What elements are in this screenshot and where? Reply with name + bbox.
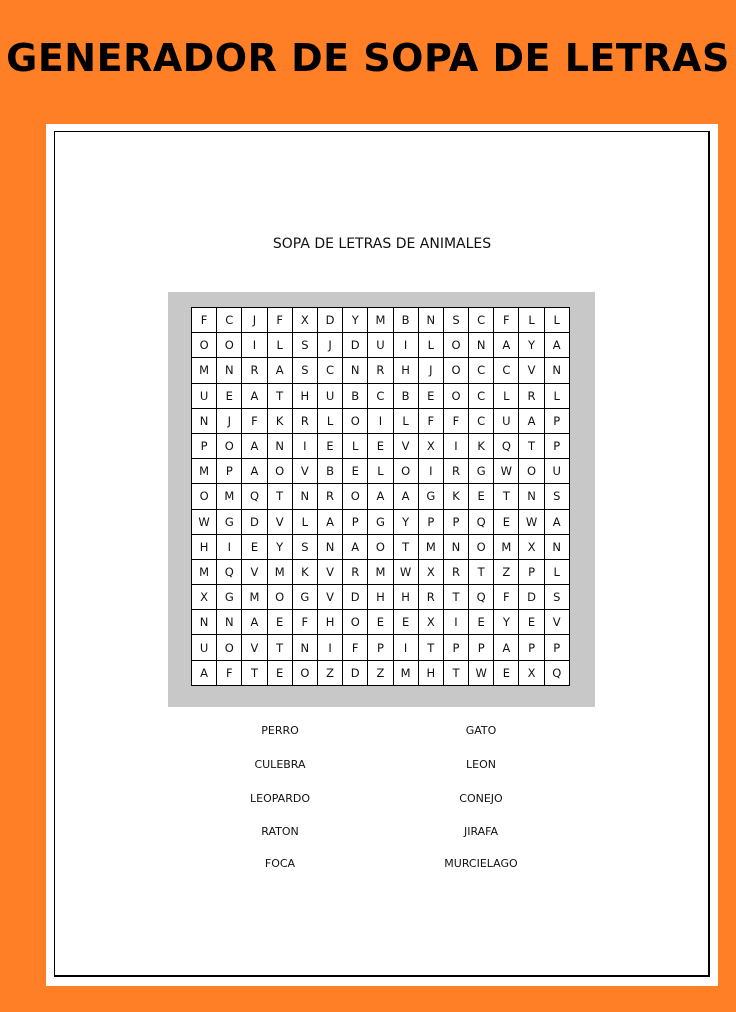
grid-cell[interactable]: X	[419, 610, 444, 635]
grid-cell[interactable]: E	[343, 459, 368, 484]
grid-cell[interactable]: E	[217, 384, 242, 409]
grid-cell[interactable]: O	[268, 459, 293, 484]
grid-cell[interactable]: Q	[469, 510, 494, 535]
grid-cell[interactable]: O	[444, 333, 469, 358]
grid-cell[interactable]: G	[419, 484, 444, 509]
grid-cell[interactable]: K	[444, 484, 469, 509]
grid-cell[interactable]: M	[192, 358, 217, 383]
grid-cell[interactable]: E	[368, 434, 393, 459]
grid-cell[interactable]: F	[494, 308, 519, 333]
word-list-item: LEON	[466, 758, 496, 771]
grid-cell[interactable]: A	[494, 635, 519, 660]
grid-cell[interactable]: V	[242, 635, 267, 660]
grid-cell[interactable]: M	[368, 560, 393, 585]
grid-cell[interactable]: M	[368, 308, 393, 333]
grid-cell[interactable]: A	[519, 409, 544, 434]
grid-cell[interactable]: F	[343, 635, 368, 660]
grid-cell[interactable]: C	[469, 358, 494, 383]
grid-cell[interactable]: R	[343, 560, 368, 585]
grid-cell[interactable]: V	[545, 610, 570, 635]
grid-cell[interactable]: F	[217, 661, 242, 686]
grid-cell[interactable]: Q	[469, 585, 494, 610]
word-list-item: PERRO	[261, 724, 299, 737]
grid-cell[interactable]: C	[469, 384, 494, 409]
grid-cell[interactable]: G	[293, 585, 318, 610]
grid-cell[interactable]: I	[242, 333, 267, 358]
grid-cell[interactable]: X	[419, 560, 444, 585]
grid-cell[interactable]: N	[545, 358, 570, 383]
grid-cell[interactable]: S	[293, 535, 318, 560]
grid-cell[interactable]: W	[192, 510, 217, 535]
grid-cell[interactable]: R	[444, 560, 469, 585]
word-list-item: FOCA	[264, 857, 296, 870]
grid-cell[interactable]: E	[394, 610, 419, 635]
grid-cell[interactable]: D	[343, 333, 368, 358]
grid-cell[interactable]: P	[545, 409, 570, 434]
grid-cell[interactable]: P	[444, 635, 469, 660]
grid-cell[interactable]: A	[242, 610, 267, 635]
grid-cell[interactable]: U	[192, 635, 217, 660]
word-list-item: CULEBRA	[254, 758, 306, 771]
grid-cell[interactable]: L	[343, 434, 368, 459]
grid-cell[interactable]: T	[444, 661, 469, 686]
letter-grid	[191, 307, 570, 686]
grid-cell[interactable]: L	[293, 510, 318, 535]
grid-cell[interactable]: S	[293, 358, 318, 383]
grid-cell[interactable]: O	[368, 535, 393, 560]
grid-cell[interactable]: Q	[494, 434, 519, 459]
grid-cell[interactable]: N	[192, 610, 217, 635]
grid-cell[interactable]: M	[217, 484, 242, 509]
grid-cell[interactable]: A	[368, 484, 393, 509]
grid-cell[interactable]: P	[519, 560, 544, 585]
grid-cell[interactable]: V	[394, 434, 419, 459]
grid-cell[interactable]: Q	[545, 661, 570, 686]
grid-cell[interactable]: L	[545, 308, 570, 333]
grid-cell[interactable]: O	[444, 358, 469, 383]
grid-cell[interactable]: N	[192, 409, 217, 434]
grid-cell[interactable]: E	[318, 434, 343, 459]
grid-cell[interactable]: M	[419, 535, 444, 560]
grid-cell[interactable]: O	[217, 434, 242, 459]
grid-cell[interactable]: R	[519, 384, 544, 409]
grid-cell[interactable]: D	[343, 661, 368, 686]
grid-cell[interactable]: E	[419, 384, 444, 409]
grid-cell[interactable]: J	[217, 409, 242, 434]
grid-cell[interactable]: V	[519, 358, 544, 383]
grid-cell[interactable]: V	[318, 585, 343, 610]
grid-cell[interactable]: E	[469, 484, 494, 509]
grid-cell[interactable]: I	[318, 635, 343, 660]
grid-cell[interactable]: X	[519, 535, 544, 560]
grid-cell[interactable]: A	[545, 510, 570, 535]
grid-cell[interactable]: P	[545, 635, 570, 660]
grid-cell[interactable]: P	[343, 510, 368, 535]
grid-cell[interactable]: E	[268, 661, 293, 686]
grid-cell[interactable]: C	[217, 308, 242, 333]
grid-cell[interactable]: T	[268, 635, 293, 660]
grid-cell[interactable]: N	[545, 535, 570, 560]
grid-cell[interactable]: L	[368, 459, 393, 484]
grid-cell[interactable]: N	[293, 635, 318, 660]
grid-cell[interactable]: O	[192, 333, 217, 358]
grid-cell[interactable]: N	[318, 535, 343, 560]
grid-cell[interactable]: A	[343, 535, 368, 560]
grid-cell[interactable]: O	[268, 585, 293, 610]
grid-cell[interactable]: I	[217, 535, 242, 560]
word-list-item: CONEJO	[459, 792, 503, 805]
grid-cell[interactable]: K	[469, 434, 494, 459]
grid-cell[interactable]: I	[368, 409, 393, 434]
grid-cell[interactable]: F	[293, 610, 318, 635]
grid-cell[interactable]: M	[192, 459, 217, 484]
grid-cell[interactable]: A	[394, 484, 419, 509]
grid-cell[interactable]: F	[192, 308, 217, 333]
grid-cell[interactable]: P	[368, 635, 393, 660]
grid-cell[interactable]: O	[343, 610, 368, 635]
grid-cell[interactable]: Z	[318, 661, 343, 686]
grid-cell[interactable]: B	[343, 384, 368, 409]
grid-cell[interactable]: H	[419, 661, 444, 686]
grid-cell[interactable]: A	[192, 661, 217, 686]
grid-cell[interactable]: J	[419, 358, 444, 383]
grid-cell[interactable]: R	[318, 484, 343, 509]
grid-cell[interactable]: A	[268, 358, 293, 383]
grid-cell[interactable]: L	[545, 384, 570, 409]
grid-cell[interactable]: L	[394, 409, 419, 434]
grid-cell[interactable]: Y	[519, 333, 544, 358]
grid-cell[interactable]: I	[419, 459, 444, 484]
grid-cell[interactable]: E	[268, 610, 293, 635]
grid-cell[interactable]: X	[293, 308, 318, 333]
word-list-item: GATO	[465, 724, 497, 737]
grid-cell[interactable]: T	[519, 434, 544, 459]
grid-cell[interactable]: L	[545, 560, 570, 585]
grid-cell[interactable]: O	[192, 484, 217, 509]
grid-cell[interactable]: U	[545, 459, 570, 484]
grid-cell[interactable]: W	[469, 661, 494, 686]
grid-cell[interactable]: A	[242, 384, 267, 409]
grid-cell[interactable]: H	[318, 610, 343, 635]
grid-cell[interactable]: A	[545, 333, 570, 358]
grid-cell[interactable]: O	[469, 535, 494, 560]
grid-cell[interactable]: I	[444, 434, 469, 459]
grid-cell[interactable]: C	[318, 358, 343, 383]
word-list-item: RATON	[261, 825, 299, 838]
grid-cell[interactable]: G	[469, 459, 494, 484]
grid-cell[interactable]: B	[394, 308, 419, 333]
grid-cell[interactable]: A	[318, 510, 343, 535]
grid-cell[interactable]: W	[494, 459, 519, 484]
grid-cell[interactable]: Z	[494, 560, 519, 585]
grid-cell[interactable]: L	[494, 384, 519, 409]
grid-cell[interactable]: C	[368, 384, 393, 409]
grid-cell[interactable]: P	[217, 459, 242, 484]
grid-cell[interactable]: F	[268, 308, 293, 333]
grid-cell[interactable]: L	[519, 308, 544, 333]
grid-cell[interactable]: G	[217, 510, 242, 535]
grid-cell[interactable]: O	[394, 459, 419, 484]
grid-cell[interactable]: H	[368, 585, 393, 610]
grid-cell[interactable]: N	[419, 308, 444, 333]
grid-cell[interactable]: J	[318, 333, 343, 358]
grid-cell[interactable]: T	[444, 585, 469, 610]
grid-cell[interactable]: T	[494, 484, 519, 509]
grid-cell[interactable]: N	[469, 333, 494, 358]
word-list-item: LEOPARDO	[250, 792, 310, 805]
grid-cell[interactable]: N	[343, 358, 368, 383]
grid-cell[interactable]: T	[469, 560, 494, 585]
grid-cell[interactable]: T	[242, 661, 267, 686]
grid-cell[interactable]: M	[268, 560, 293, 585]
grid-cell[interactable]: U	[318, 384, 343, 409]
grid-cell[interactable]: H	[394, 585, 419, 610]
grid-cell[interactable]: E	[519, 610, 544, 635]
grid-cell[interactable]: X	[419, 434, 444, 459]
grid-cell[interactable]: T	[394, 535, 419, 560]
grid-cell[interactable]: E	[242, 535, 267, 560]
grid-cell[interactable]: U	[368, 333, 393, 358]
grid-cell[interactable]: K	[293, 560, 318, 585]
grid-cell[interactable]: Z	[368, 661, 393, 686]
grid-cell[interactable]: D	[343, 585, 368, 610]
grid-cell[interactable]: N	[293, 484, 318, 509]
grid-cell[interactable]: P	[469, 635, 494, 660]
grid-cell[interactable]: F	[419, 409, 444, 434]
grid-cell[interactable]: M	[192, 560, 217, 585]
page-title: GENERADOR DE SOPA DE LETRAS	[6, 36, 730, 80]
grid-cell[interactable]: J	[242, 308, 267, 333]
grid-cell[interactable]: V	[318, 560, 343, 585]
grid-cell[interactable]: D	[242, 510, 267, 535]
grid-cell[interactable]: N	[217, 358, 242, 383]
grid-cell[interactable]: V	[268, 510, 293, 535]
grid-cell[interactable]: C	[494, 358, 519, 383]
grid-cell[interactable]: P	[545, 434, 570, 459]
grid-cell[interactable]: N	[519, 484, 544, 509]
grid-cell[interactable]: H	[394, 358, 419, 383]
grid-cell[interactable]: E	[494, 661, 519, 686]
grid-cell[interactable]: R	[444, 459, 469, 484]
grid-cell[interactable]: G	[368, 510, 393, 535]
grid-cell[interactable]: W	[519, 510, 544, 535]
grid-cell[interactable]: H	[192, 535, 217, 560]
grid-cell[interactable]: U	[494, 409, 519, 434]
grid-cell[interactable]: I	[293, 434, 318, 459]
grid-cell[interactable]: Y	[494, 610, 519, 635]
grid-cell[interactable]: U	[192, 384, 217, 409]
grid-cell[interactable]: W	[394, 560, 419, 585]
grid-cell[interactable]: D	[519, 585, 544, 610]
grid-cell[interactable]: P	[444, 510, 469, 535]
grid-cell[interactable]: S	[545, 484, 570, 509]
grid-cell[interactable]: L	[318, 409, 343, 434]
grid-cell[interactable]: R	[368, 358, 393, 383]
grid-cell[interactable]: B	[394, 384, 419, 409]
grid-cell[interactable]: L	[419, 333, 444, 358]
grid-cell[interactable]: P	[419, 510, 444, 535]
grid-cell[interactable]: E	[469, 610, 494, 635]
grid-cell[interactable]: N	[217, 610, 242, 635]
grid-cell[interactable]: O	[519, 459, 544, 484]
grid-cell[interactable]: O	[343, 409, 368, 434]
grid-cell[interactable]: P	[519, 635, 544, 660]
grid-cell[interactable]: N	[268, 434, 293, 459]
grid-cell[interactable]: Y	[394, 510, 419, 535]
grid-cell[interactable]: S	[545, 585, 570, 610]
grid-cell[interactable]: I	[394, 635, 419, 660]
grid-cell[interactable]: Y	[268, 535, 293, 560]
grid-cell[interactable]: O	[343, 484, 368, 509]
grid-cell[interactable]: T	[268, 484, 293, 509]
grid-cell[interactable]: C	[469, 409, 494, 434]
grid-cell[interactable]: C	[469, 308, 494, 333]
grid-cell[interactable]: T	[268, 384, 293, 409]
grid-cell[interactable]: Q	[242, 484, 267, 509]
word-list-item: MURCIELAGO	[444, 857, 518, 870]
puzzle-title: SOPA DE LETRAS DE ANIMALES	[272, 236, 492, 252]
grid-cell[interactable]: I	[444, 610, 469, 635]
grid-cell[interactable]: V	[293, 459, 318, 484]
grid-cell[interactable]: D	[318, 308, 343, 333]
grid-cell[interactable]: X	[519, 661, 544, 686]
grid-cell[interactable]: O	[217, 635, 242, 660]
grid-cell[interactable]: B	[318, 459, 343, 484]
grid-panel	[168, 292, 595, 707]
grid-cell[interactable]: Q	[217, 560, 242, 585]
grid-cell[interactable]: Y	[343, 308, 368, 333]
grid-cell[interactable]: F	[242, 409, 267, 434]
grid-cell[interactable]: O	[444, 384, 469, 409]
grid-cell[interactable]: O	[293, 661, 318, 686]
grid-cell[interactable]: E	[368, 610, 393, 635]
grid-cell[interactable]: F	[494, 585, 519, 610]
grid-cell[interactable]: M	[394, 661, 419, 686]
grid-cell[interactable]: I	[394, 333, 419, 358]
grid-cell[interactable]: A	[242, 459, 267, 484]
grid-cell[interactable]: R	[242, 358, 267, 383]
grid-cell[interactable]: M	[494, 535, 519, 560]
grid-cell[interactable]: N	[444, 535, 469, 560]
grid-cell[interactable]: K	[268, 409, 293, 434]
grid-cell[interactable]: E	[494, 510, 519, 535]
grid-cell[interactable]: F	[444, 409, 469, 434]
grid-cell[interactable]: R	[419, 585, 444, 610]
puzzle-sheet	[46, 124, 718, 986]
grid-cell[interactable]: R	[293, 409, 318, 434]
grid-cell[interactable]: V	[242, 560, 267, 585]
grid-cell[interactable]: S	[293, 333, 318, 358]
grid-cell[interactable]: A	[242, 434, 267, 459]
grid-cell[interactable]: O	[217, 333, 242, 358]
grid-cell[interactable]: L	[268, 333, 293, 358]
grid-cell[interactable]: G	[217, 585, 242, 610]
grid-cell[interactable]: M	[242, 585, 267, 610]
word-list-item: JIRAFA	[463, 825, 499, 838]
grid-cell[interactable]: H	[293, 384, 318, 409]
grid-cell[interactable]: T	[419, 635, 444, 660]
grid-cell[interactable]: P	[192, 434, 217, 459]
grid-cell[interactable]: X	[192, 585, 217, 610]
grid-cell[interactable]: S	[444, 308, 469, 333]
grid-cell[interactable]: A	[494, 333, 519, 358]
